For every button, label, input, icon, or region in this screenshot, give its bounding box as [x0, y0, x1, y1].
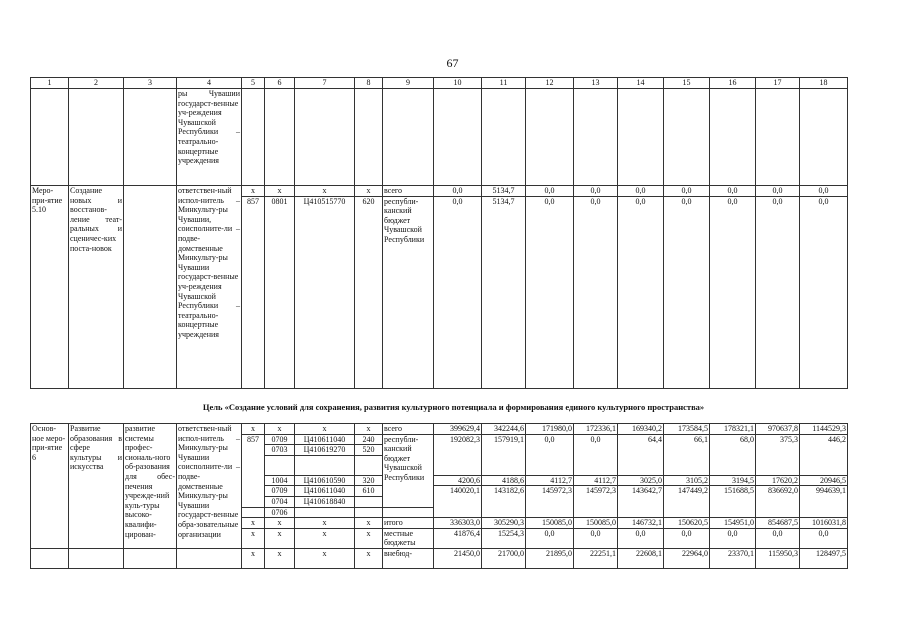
target-article-cell: x — [295, 528, 355, 548]
col-num: 16 — [710, 78, 756, 89]
col-num: 10 — [434, 78, 482, 89]
value-cell: 0,0 — [756, 196, 800, 388]
value-cell: 0,0 — [710, 186, 756, 197]
expense-type-cell: 320 — [355, 475, 383, 486]
target-article-cell: x — [295, 424, 355, 435]
col-num: 7 — [295, 78, 355, 89]
value-cell: 3025,0 — [618, 475, 664, 486]
expense-type-cell: 620 — [355, 196, 383, 388]
value-cell: 150620,5 — [664, 518, 710, 529]
value-cell: 970637,8 — [756, 424, 800, 435]
expense-type-cell: 610 — [355, 486, 383, 497]
value-cell: 0,0 — [800, 196, 848, 388]
col-num: 14 — [618, 78, 664, 89]
continuation-row — [31, 89, 848, 186]
col-num: 1 — [31, 78, 69, 89]
col-num: 8 — [355, 78, 383, 89]
col-num: 12 — [526, 78, 574, 89]
value-cell: 0,0 — [664, 186, 710, 197]
value-cell: 140020,1 — [434, 486, 482, 518]
value-cell: 0,0 — [664, 528, 710, 548]
expense-type-cell: 240 — [355, 434, 383, 445]
value-cell: 192082,3 — [434, 434, 482, 475]
value-cell: 3105,2 — [664, 475, 710, 486]
value-cell: 446,2 — [800, 434, 848, 475]
expense-type-cell: x — [355, 548, 383, 568]
value-cell: 1016031,8 — [800, 518, 848, 529]
target-article-cell: x — [295, 186, 355, 197]
section-cell: 1004 — [265, 475, 295, 486]
value-cell: 5134,7 — [482, 186, 526, 197]
section-cell: x — [265, 186, 295, 197]
section-cell: x — [265, 424, 295, 435]
value-cell: 0,0 — [526, 186, 574, 197]
value-cell: 0,0 — [800, 528, 848, 548]
col-num: 15 — [664, 78, 710, 89]
column-number-row — [31, 78, 848, 89]
value-cell: 21700,0 — [482, 548, 526, 568]
value-cell: 68,0 — [710, 434, 756, 475]
value-cell: 0,0 — [710, 528, 756, 548]
section-cell: 0703 — [265, 445, 295, 456]
value-cell: 145972,3 — [526, 486, 574, 518]
value-cell: 0,0 — [574, 186, 618, 197]
value-cell: 157919,1 — [482, 434, 526, 475]
event-name-cell: Развитие образования в сфере культуры и искусства — [69, 424, 124, 549]
grbs-cell: x — [242, 528, 265, 548]
target-article-cell: Ц410618840 — [295, 496, 355, 507]
value-cell: 854687,5 — [756, 518, 800, 529]
event-name-cell: Создание новых и восстанов-ление теат-ральных и сценичес-ких поста-новок — [69, 186, 124, 389]
section-cell: x — [265, 548, 295, 568]
page-number: 67 — [446, 56, 459, 70]
target-article-cell: Ц410610590 — [295, 475, 355, 486]
section-cell: 0709 — [265, 434, 295, 445]
funding-source-cell: всего — [383, 424, 434, 435]
executor-cell: ответствен-ный испол-нитель – Минкульту-ры Чувашии соисполните-ли – подве-домственные Минкульту-ры Чувашии государст-венные обра-зовательные организации — [177, 424, 242, 549]
col-num: 2 — [69, 78, 124, 89]
col-num: 11 — [482, 78, 526, 89]
funding-source-cell: всего — [383, 186, 434, 197]
section-cell: 0704 — [265, 496, 295, 507]
value-cell: 0,0 — [800, 186, 848, 197]
value-cell: 146732,1 — [618, 518, 664, 529]
section-cell: x — [265, 518, 295, 529]
col-num: 6 — [265, 78, 295, 89]
target-article-cell: x — [295, 548, 355, 568]
funding-source-cell: республи-канский бюджет Чувашской Республики — [383, 434, 434, 507]
col-num: 5 — [242, 78, 265, 89]
goal-heading: Цель «Создание условий для сохранения, развития культурного потенциала и формирования единого культурного пространства» — [202, 402, 705, 412]
value-cell: 15254,3 — [482, 528, 526, 548]
value-cell: 0,0 — [618, 196, 664, 388]
funding-source-cell: республи-канский бюджет Чувашской Республики — [383, 196, 434, 388]
value-cell: 0,0 — [526, 528, 574, 548]
value-cell: 20946,5 — [800, 475, 848, 486]
value-cell: 23370,1 — [710, 548, 756, 568]
lower-table — [30, 423, 848, 569]
target-article-cell: x — [295, 518, 355, 529]
expense-type-cell: 520 — [355, 445, 383, 456]
expense-type-cell: x — [355, 186, 383, 197]
value-cell: 342244,6 — [482, 424, 526, 435]
grbs-cell: x — [242, 518, 265, 529]
value-cell: 21895,0 — [526, 548, 574, 568]
col-num: 3 — [124, 78, 177, 89]
section-cell: 0801 — [265, 196, 295, 388]
value-cell: 375,3 — [756, 434, 800, 475]
value-cell: 0,0 — [434, 186, 482, 197]
expense-type-cell: x — [355, 528, 383, 548]
value-cell: 0,0 — [434, 196, 482, 388]
value-cell: 143642,7 — [618, 486, 664, 518]
goal-cell: развитие системы профес-сиональ-ного об-разования для обес-печения учрежде-ний куль-туры высоко-квалифи-цирован- — [124, 424, 177, 549]
expense-type-cell: x — [355, 518, 383, 529]
value-cell: 151688,5 — [710, 486, 756, 518]
value-cell: 150085,0 — [526, 518, 574, 529]
value-cell: 3194,5 — [710, 475, 756, 486]
value-cell: 128497,5 — [800, 548, 848, 568]
section-cell: 0706 — [265, 507, 295, 518]
value-cell: 0,0 — [574, 434, 618, 475]
executor-cell: ответствен-ный испол-нитель – Минкульту-ры Чувашии, соисполните-ли – подве-домственные Минкульту-ры Чувашии государст-венные уч-реждения Чувашской Республики – театрально-концертные учреждения — [177, 186, 242, 389]
value-cell: 336303,0 — [434, 518, 482, 529]
executor-cell: ры Чувашии государст-венные уч-реждения Чувашской Республики – театрально-концертные учреждения — [177, 89, 242, 186]
target-article-cell: Ц410611040 — [295, 486, 355, 497]
value-cell: 399629,4 — [434, 424, 482, 435]
funding-source-cell: итого — [383, 518, 434, 529]
value-cell: 66,1 — [664, 434, 710, 475]
value-cell: 0,0 — [664, 196, 710, 388]
value-cell: 4112,7 — [574, 475, 618, 486]
grbs-cell: x — [242, 424, 265, 435]
section-cell: x — [265, 528, 295, 548]
funding-source-cell: местные бюджеты — [383, 528, 434, 548]
value-cell: 115950,3 — [756, 548, 800, 568]
value-cell: 22608,1 — [618, 548, 664, 568]
value-cell: 0,0 — [526, 196, 574, 388]
value-cell: 172336,1 — [574, 424, 618, 435]
col-num: 17 — [756, 78, 800, 89]
upper-table — [30, 77, 848, 389]
event-id-cell: Основ-ное меро-при-ятие 6 — [31, 424, 69, 549]
col-num: 4 — [177, 78, 242, 89]
value-cell: 0,0 — [756, 186, 800, 197]
value-cell: 145972,3 — [574, 486, 618, 518]
value-cell: 173584,5 — [664, 424, 710, 435]
value-cell: 0,0 — [574, 528, 618, 548]
grbs-cell: x — [242, 186, 265, 197]
value-cell: 4188,6 — [482, 475, 526, 486]
target-article-cell: Ц410515770 — [295, 196, 355, 388]
value-cell: 171980,0 — [526, 424, 574, 435]
grbs-cell: x — [242, 548, 265, 568]
value-cell: 4200,6 — [434, 475, 482, 486]
value-cell: 22964,0 — [664, 548, 710, 568]
event-6-extrabudget-row — [31, 548, 848, 568]
grbs-cell: 857 — [242, 196, 265, 388]
section-cell: 0709 — [265, 486, 295, 497]
value-cell: 4112,7 — [526, 475, 574, 486]
value-cell: 150085,0 — [574, 518, 618, 529]
value-cell: 0,0 — [526, 434, 574, 475]
value-cell: 17620,2 — [756, 475, 800, 486]
value-cell: 0,0 — [756, 528, 800, 548]
value-cell: 0,0 — [710, 196, 756, 388]
event-5-10-total-row — [31, 186, 848, 197]
value-cell: 305290,3 — [482, 518, 526, 529]
value-cell: 178321,1 — [710, 424, 756, 435]
target-article-cell: Ц410619270 — [295, 445, 355, 456]
value-cell: 154951,0 — [710, 518, 756, 529]
value-cell: 41876,4 — [434, 528, 482, 548]
event-6-total-row — [31, 424, 848, 435]
value-cell: 22251,1 — [574, 548, 618, 568]
value-cell: 836692,0 — [756, 486, 800, 518]
value-cell: 21450,0 — [434, 548, 482, 568]
value-cell: 147449,2 — [664, 486, 710, 518]
value-cell: 64,4 — [618, 434, 664, 475]
value-cell: 0,0 — [618, 528, 664, 548]
value-cell: 143182,6 — [482, 486, 526, 518]
grbs-cell: 857 — [242, 434, 265, 507]
funding-source-cell: внебюд- — [383, 548, 434, 568]
value-cell: 5134,7 — [482, 196, 526, 388]
col-num: 13 — [574, 78, 618, 89]
expense-type-cell: x — [355, 424, 383, 435]
value-cell: 0,0 — [574, 196, 618, 388]
value-cell: 994639,1 — [800, 486, 848, 518]
target-article-cell: Ц410611040 — [295, 434, 355, 445]
value-cell: 0,0 — [618, 186, 664, 197]
value-cell: 1144529,3 — [800, 424, 848, 435]
event-id-cell: Меро-при-ятие 5.10 — [31, 186, 69, 389]
col-num: 18 — [800, 78, 848, 89]
col-num: 9 — [383, 78, 434, 89]
value-cell: 169340,2 — [618, 424, 664, 435]
